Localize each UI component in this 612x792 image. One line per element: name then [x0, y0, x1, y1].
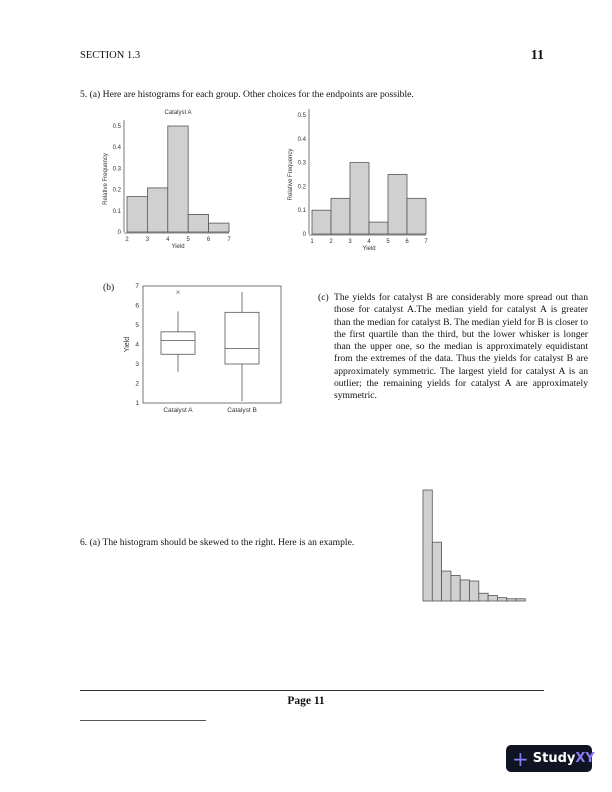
category-label: Catalyst A — [163, 407, 193, 414]
histogram-bar — [331, 198, 350, 234]
x-axis-label: Yield — [362, 246, 376, 252]
x-tick-label: 4 — [166, 237, 170, 243]
x-tick-label: 5 — [186, 237, 190, 243]
footnote-divider — [80, 720, 206, 721]
histogram-bar — [451, 575, 460, 601]
badge-text-accent: XY — [575, 751, 595, 766]
y-tick-label: 7 — [135, 283, 139, 290]
y-tick-label: 0 — [302, 232, 306, 238]
y-tick-label: 0.1 — [297, 208, 306, 215]
y-tick-label: 1 — [135, 400, 139, 407]
histogram-bar — [209, 223, 229, 232]
histogram-bar — [168, 126, 188, 232]
x-tick-label: 6 — [405, 239, 409, 245]
chart-title: Catalyst A — [164, 110, 192, 116]
y-tick-label: 0.4 — [297, 136, 306, 143]
y-tick-label: 0.3 — [112, 166, 121, 173]
y-axis-label: Relative Frequency — [288, 148, 294, 201]
y-tick-label: 6 — [135, 302, 139, 310]
x-tick-label: 1 — [310, 239, 314, 245]
histogram-bar — [432, 542, 441, 601]
x-tick-label: 7 — [227, 237, 231, 243]
y-tick-label: 0.5 — [297, 113, 306, 119]
y-tick-label: 0.1 — [112, 208, 121, 215]
section-header: SECTION 1.3 — [80, 50, 141, 61]
histogram-bar — [147, 188, 167, 232]
histogram-bar — [188, 214, 208, 232]
histogram-bar — [479, 593, 488, 601]
histogram-bar — [312, 210, 331, 234]
outlier-marker: × — [175, 287, 181, 297]
footer-divider — [80, 690, 544, 691]
histogram-bar — [369, 222, 388, 234]
x-tick-label: 2 — [329, 239, 333, 245]
box — [225, 312, 259, 364]
x-tick-label: 2 — [125, 237, 129, 243]
part-c-label: (c) — [318, 292, 329, 303]
histogram-bar — [423, 490, 432, 601]
problem-6a-text: 6. (a) The histogram should be skewed to the right. Here is an example. — [80, 537, 355, 548]
studyxy-badge[interactable] — [506, 745, 595, 772]
x-axis-label: Yield — [171, 244, 185, 250]
histogram-bar — [516, 599, 525, 601]
histogram-bar — [460, 580, 469, 601]
histogram-bar — [470, 581, 479, 601]
y-tick-label: 5 — [135, 322, 139, 329]
x-tick-label: 5 — [386, 239, 390, 245]
y-axis-label: Yield — [124, 336, 131, 353]
y-tick-label: 0.2 — [297, 184, 306, 191]
y-tick-label: 0.4 — [112, 145, 121, 152]
x-tick-label: 6 — [206, 237, 211, 243]
box — [161, 332, 195, 354]
y-tick-label: 2 — [135, 380, 139, 388]
part-b-label: (b) — [103, 282, 115, 293]
x-tick-label: 3 — [348, 239, 352, 245]
histogram-bar — [488, 595, 497, 601]
y-tick-label: 3 — [135, 361, 139, 368]
histogram-catalyst-a — [95, 105, 255, 255]
histogram-bar — [350, 163, 369, 234]
y-tick-label: 0.3 — [297, 160, 306, 167]
problem-5a-text: 5. (a) Here are histograms for each group. Other choices for the endpoints are possible. — [80, 89, 414, 100]
histogram-bar — [388, 175, 407, 235]
y-tick-label: 0.2 — [112, 187, 121, 194]
histogram-bar — [507, 599, 516, 601]
histogram-bar — [407, 198, 426, 234]
histogram-bar — [127, 197, 147, 232]
part-c-text: The yields for catalyst B are considerably more spread out than those for catalyst A.The median yield for catalyst A is greater than the median for catalyst B. The median yield for B is closer to the first quartile than the third, but the lower whisker is longer than the upper one, so the median is approximately equidistant from the extremes of the data. Thus the yields for catalyst B are approximately symmetric. The largest yield for catalyst A is an outlier; the remaining yields for catalyst A are approximately symmetric. — [334, 292, 588, 402]
histogram-bar — [497, 598, 506, 601]
badge-text: Study — [532, 751, 576, 766]
plus-icon: + — [512, 746, 529, 771]
x-tick-label: 3 — [145, 237, 150, 243]
footer-page-label: Page 11 — [287, 695, 325, 707]
page-number: 11 — [530, 48, 544, 63]
y-tick-label: 0.5 — [112, 124, 121, 130]
y-tick-label: 0 — [117, 230, 121, 236]
histogram-bar — [442, 571, 451, 601]
x-tick-label: 4 — [367, 239, 371, 245]
x-tick-label: 7 — [424, 239, 428, 245]
histogram-catalyst-b — [280, 105, 450, 255]
category-label: Catalyst B — [227, 407, 257, 414]
boxplot — [110, 280, 290, 420]
skewed-histogram — [420, 485, 530, 605]
y-axis-label: Relative Frequency — [103, 153, 109, 205]
y-tick-label: 4 — [135, 341, 139, 349]
